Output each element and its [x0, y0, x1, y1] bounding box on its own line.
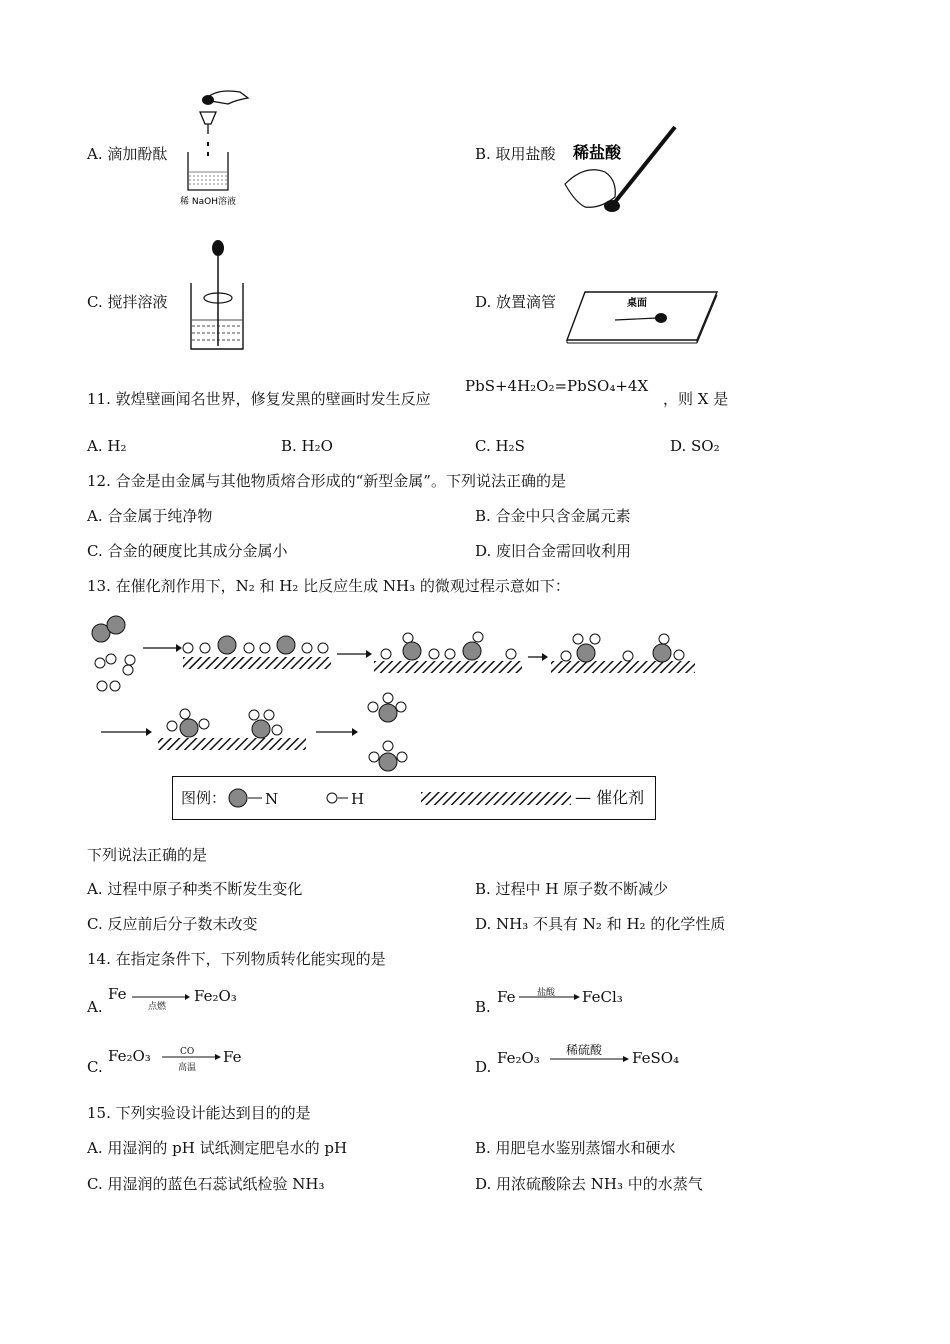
q14-c-to: Fe	[223, 1048, 242, 1066]
q12-option-c: C. 合金的硬度比其成分金属小	[87, 542, 288, 560]
q14-b-label: B.	[475, 998, 491, 1016]
q10-option-c: C. 搅拌溶液	[87, 293, 168, 311]
legend-box	[172, 776, 656, 820]
q14-a-cond: 点燃	[148, 1002, 167, 1012]
fig-b-label: 稀盐酸	[573, 143, 622, 162]
arrow-icon	[517, 990, 581, 1004]
q11-option-d: D. SO₂	[670, 437, 720, 455]
q14-d-from: Fe₂O₃	[497, 1049, 540, 1067]
q11-stem: 11. 敦煌壁画闻名世界，修复发黑的壁画时发生反应	[87, 390, 431, 408]
q11-option-b: B. H₂O	[281, 437, 333, 455]
fig-a-label: 稀 NaOH溶液	[180, 197, 236, 207]
n-atom-icon	[228, 787, 263, 809]
q14-c-cond-bot: 高温	[178, 1063, 197, 1073]
q13-stem: 13. 在催化剂作用下，N₂ 和 H₂ 比反应生成 NH₃ 的微观过程示意如下：	[87, 577, 570, 595]
q11-option-c: C. H₂S	[475, 437, 525, 455]
catalyst-swatch	[421, 792, 571, 805]
q14-b-cond: 盐酸	[537, 988, 556, 998]
q14-d-to: FeSO₄	[632, 1049, 680, 1067]
q12-option-d: D. 废旧合金需回收利用	[475, 542, 632, 560]
q14-b-from: Fe	[497, 988, 516, 1006]
dropper-over-beaker-figure	[180, 82, 250, 210]
q12-option-b: B. 合金中只含金属元素	[475, 507, 631, 525]
q14-c-cond-top: CO	[180, 1047, 195, 1057]
q14-d-cond: 稀硫酸	[566, 1043, 603, 1057]
q14-a-label: A.	[87, 998, 103, 1016]
q14-b-to: FeCl₃	[582, 988, 623, 1006]
q13-option-a: A. 过程中原子种类不断发生变化	[87, 880, 303, 898]
q12-stem: 12. 合金是由金属与其他物质熔合形成的“新型金属”。下列说法正确的是	[87, 472, 566, 490]
hand-holding-dropper-figure	[560, 122, 685, 218]
q14-stem: 14. 在指定条件下，下列物质转化能实现的是	[87, 950, 386, 968]
q12-option-a: A. 合金属于纯净物	[87, 507, 213, 525]
q14-d-label: D.	[475, 1058, 492, 1076]
q15-option-c: C. 用湿润的蓝色石蕊试纸检验 NH₃	[87, 1175, 325, 1193]
q15-option-a: A. 用湿润的 pH 试纸测定肥皂水的 pH	[87, 1139, 348, 1157]
fig-d-label: 桌面	[627, 298, 647, 309]
q10-option-d: D. 放置滴管	[475, 293, 557, 311]
q10-option-a: A. 滴加酚酞	[87, 145, 168, 163]
stirring-beaker-figure	[185, 238, 250, 356]
q13-prompt: 下列说法正确的是	[87, 846, 208, 864]
legend-title: 图例：	[181, 789, 227, 807]
q11-equation: PbS+4H₂O₂=PbSO₄+4X	[465, 377, 649, 395]
q14-a-to: Fe₂O₃	[194, 987, 237, 1005]
legend-catalyst: — 催化剂	[575, 788, 645, 807]
q14-c-from: Fe₂O₃	[108, 1047, 151, 1065]
q10-option-b: B. 取用盐酸	[475, 145, 556, 163]
q13-option-d: D. NH₃ 不具有 N₂ 和 H₂ 的化学性质	[475, 915, 726, 933]
arrow-icon	[548, 1052, 630, 1066]
dropper-on-desk-figure	[565, 290, 720, 345]
legend-h: H	[351, 790, 365, 808]
q11-option-a: A. H₂	[87, 437, 127, 455]
q13-option-b: B. 过程中 H 原子数不断减少	[475, 880, 669, 898]
h-atom-icon	[326, 790, 348, 806]
q13-option-c: C. 反应前后分子数未改变	[87, 915, 258, 933]
legend-n: N	[265, 790, 279, 808]
q15-option-d: D. 用浓硫酸除去 NH₃ 中的水蒸气	[475, 1175, 703, 1193]
reaction-process-diagram	[88, 608, 708, 778]
q15-option-b: B. 用肥皂水鉴别蒸馏水和硬水	[475, 1139, 676, 1157]
q14-c-label: C.	[87, 1058, 103, 1076]
q11-tail: ，则 X 是	[663, 390, 729, 408]
q14-a-from: Fe	[108, 985, 127, 1003]
q15-stem: 15. 下列实验设计能达到目的的是	[87, 1104, 311, 1122]
